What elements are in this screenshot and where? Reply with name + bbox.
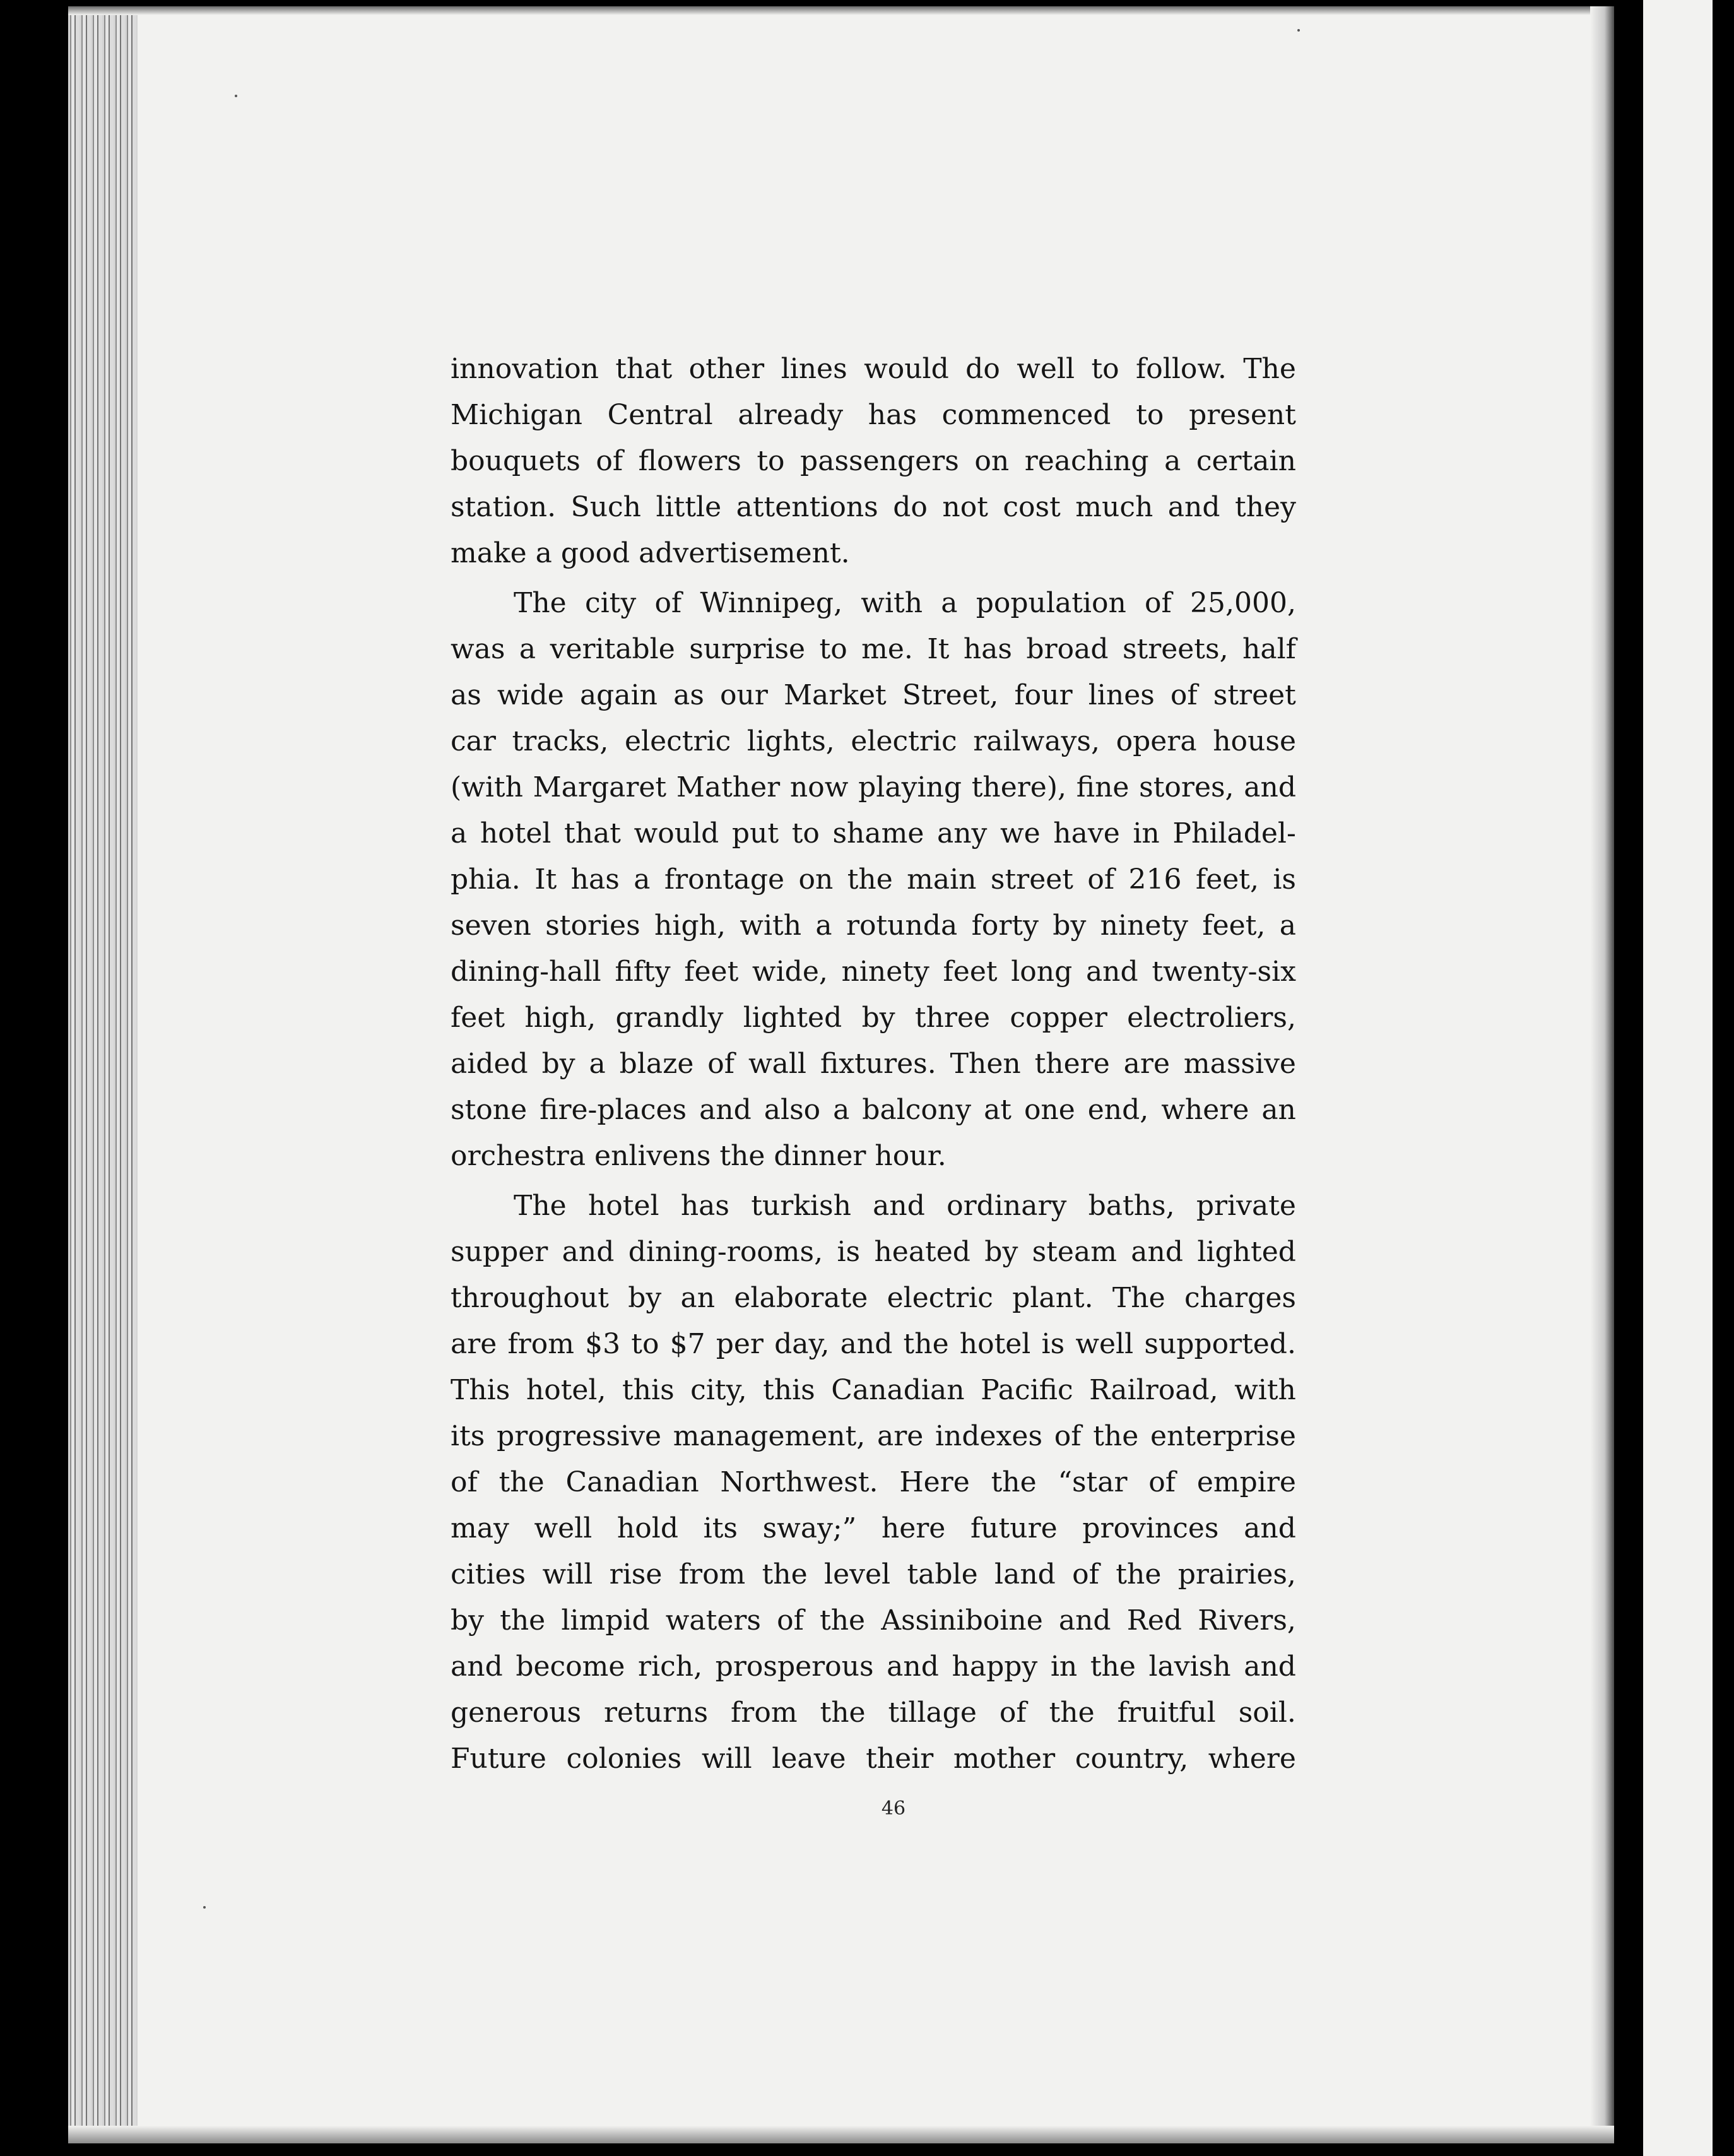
text-line: (with Margaret Mather now playing there), fine stores, and <box>451 771 1296 803</box>
text-line: Future colonies will leave their mother country, where <box>451 1743 1296 1775</box>
scan-speck <box>203 1906 206 1909</box>
text-line: This hotel, this city, this Canadian Pacific Railroad, with <box>451 1374 1296 1406</box>
text-line: orchestra enlivens the dinner hour. <box>451 1140 947 1172</box>
text-line: make a good advertisement. <box>451 537 850 569</box>
text-line: Michigan Central already has commenced to present <box>451 399 1296 431</box>
text-line: cities will rise from the level table land of the prairies, <box>451 1558 1296 1590</box>
text-line: by the limpid waters of the Assiniboine and Red Rivers, <box>451 1604 1296 1637</box>
facing-page-strip <box>1643 0 1713 2156</box>
text-line: stone fire-places and also a balcony at one end, where an <box>451 1094 1296 1126</box>
text-line: station. Such little attentions do not cost much and they <box>451 491 1296 523</box>
text-line: its progressive management, are indexes of the enterprise <box>451 1420 1296 1452</box>
text-line: and become rich, prosperous and happy in the lavish and <box>451 1650 1296 1683</box>
text-line: aided by a blaze of wall fixtures. Then there are massive <box>451 1048 1296 1080</box>
text-line: bouquets of flowers to passengers on reaching a certain <box>451 445 1296 477</box>
text-line: The hotel has turkish and ordinary baths, private <box>514 1190 1296 1222</box>
page-edges-left <box>68 6 138 2143</box>
text-line: The city of Winnipeg, with a population of 25,000, <box>514 587 1296 619</box>
text-line: generous returns from the tillage of the fruitful soil. <box>451 1697 1296 1729</box>
text-line: feet high, grandly lighted by three copper electroliers, <box>451 1002 1296 1034</box>
page-number: 46 <box>881 1798 906 1820</box>
text-line: car tracks, electric lights, electric railways, opera house <box>451 725 1296 757</box>
body-text <box>451 346 1296 1782</box>
scan-speck <box>235 95 237 97</box>
text-line: may well hold its sway;” here future provinces and <box>451 1512 1296 1544</box>
paragraph <box>451 346 1296 576</box>
text-line: seven stories high, with a rotunda forty by ninety feet, a <box>451 909 1296 942</box>
paragraph <box>451 580 1296 1179</box>
paragraph <box>451 1183 1296 1782</box>
text-line: phia. It has a frontage on the main street of 216 feet, is <box>451 863 1296 896</box>
text-line: dining-hall fifty feet wide, ninety feet long and twenty-six <box>451 956 1296 988</box>
page-edge-bottom <box>68 2126 1614 2143</box>
text-line: supper and dining-rooms, is heated by steam and lighted <box>451 1236 1296 1268</box>
page-edge-right <box>1590 6 1614 2143</box>
text-line: innovation that other lines would do well to follow. The <box>451 353 1296 385</box>
text-line: a hotel that would put to shame any we have in Philadel- <box>451 817 1296 850</box>
page-edge-top <box>68 6 1614 15</box>
text-line: as wide again as our Market Street, four lines of street <box>451 679 1296 711</box>
scan-speck <box>1297 29 1300 32</box>
text-line: of the Canadian Northwest. Here the “star of empire <box>451 1466 1296 1498</box>
text-line: are from $3 to $7 per day, and the hotel is well supported. <box>451 1328 1296 1360</box>
text-line: was a veritable surprise to me. It has broad streets, half <box>451 633 1296 665</box>
text-line: throughout by an elaborate electric plant. The charges <box>451 1282 1296 1314</box>
